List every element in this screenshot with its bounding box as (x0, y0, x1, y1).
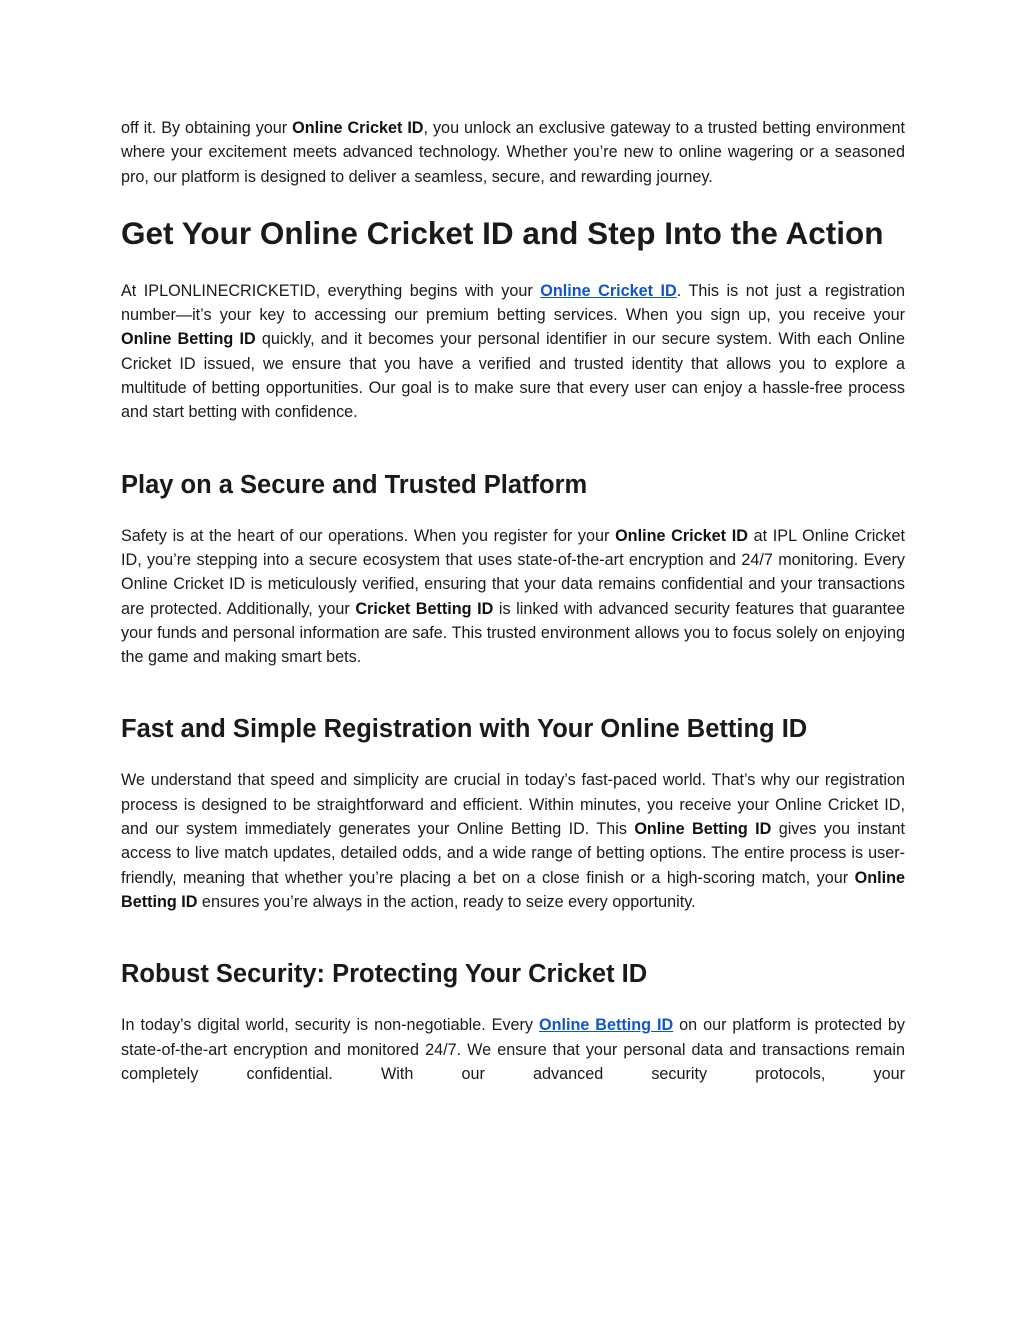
main-text-2: . This is not just a registration number—it’s your key to accessing our premium betting services. When you sign up, you receive your (121, 281, 905, 325)
fast-text-2: gives you instant access to live match updates, detailed odds, and a wide range of betting options. The entire process is user-friendly, meaning that whether you’re placing a bet on a close finish or a high-scoring match, your (121, 820, 906, 887)
fast-bold-online-betting-id-2: Online Betting ID (121, 868, 905, 911)
secure-text-3: is linked with advanced security features that guarantee your funds and personal information are safe. This trusted environment allows you to focus solely on enjoying the game and making smart bets. (121, 599, 905, 667)
fast-registration-paragraph (121, 768, 905, 914)
robust-security-paragraph (121, 1013, 905, 1086)
secure-bold-online-cricket-id: Online Cricket ID (615, 526, 748, 545)
intro-text-2: , you unlock an exclusive gateway to a trusted betting environment where your excitement meets advanced technology. Whether you’re new to online wagering or a seasoned pro, our platform is designed to deliver a seamless, secure, and rewarding journey. (121, 119, 905, 186)
intro-bold-online-cricket-id: Online Cricket ID (292, 119, 424, 137)
robust-text-2: on our platform is protected by state-of-the-art encryption and monitored 24/7. We ensure that your personal data and transactions remain completely confidential. With our advanced security protocols, your (121, 1016, 906, 1083)
secure-text-2: at IPL Online Cricket ID, you’re stepping into a secure ecosystem that uses state-of-the-art encryption and 24/7 monitoring. Every Online Cricket ID is meticulously verified, ensuring that your data remains confidential and your transactions are protected. Additionally, your (121, 526, 905, 618)
fast-text-1: We understand that speed and simplicity are crucial in today’s fast-paced world. That’s why our registration process is designed to be straightforward and efficient. Within minutes, you receive your Online Cricket ID, and our system immediately generates your Online Betting ID. This (121, 771, 905, 839)
main-text-1: At IPLONLINECRICKETID, everything begins with your (121, 281, 541, 300)
online-cricket-id-link[interactable]: Online Cricket ID (540, 281, 677, 300)
fast-registration-heading: Fast and Simple Registration with Your Online Betting ID (121, 715, 808, 744)
secure-bold-cricket-betting-id: Cricket Betting ID (355, 599, 494, 618)
intro-paragraph (121, 116, 905, 189)
robust-text-1: In today’s digital world, security is non-negotiable. Every (121, 1016, 539, 1035)
intro-text-1: off it. By obtaining your (121, 119, 293, 137)
fast-bold-online-betting-id-1: Online Betting ID (634, 820, 772, 839)
main-text-3: quickly, and it becomes your personal identifier in our secure system. With each Online Cricket ID issued, we ensure that you have a verified and trusted identity that allows you to explore a multitude of betting opportunities. Our goal is to make sure that every user can enjoy a hassle-free process and start betting with confidence. (121, 330, 906, 422)
secure-platform-paragraph (121, 524, 905, 670)
main-paragraph (121, 279, 905, 425)
secure-platform-heading: Play on a Secure and Trusted Platform (121, 470, 588, 499)
document-page (121, 116, 905, 1086)
secure-text-1: Safety is at the heart of our operations. When you register for your (121, 526, 616, 545)
online-betting-id-link[interactable]: Online Betting ID (538, 1016, 674, 1035)
main-heading: Get Your Online Cricket ID and Step Into the Action (121, 214, 884, 251)
robust-security-heading: Robust Security: Protecting Your Cricket ID (121, 960, 648, 989)
main-bold-online-betting-id: Online Betting ID (121, 330, 256, 349)
fast-text-3: ensures you’re always in the action, ready to seize every opportunity. (197, 892, 696, 911)
